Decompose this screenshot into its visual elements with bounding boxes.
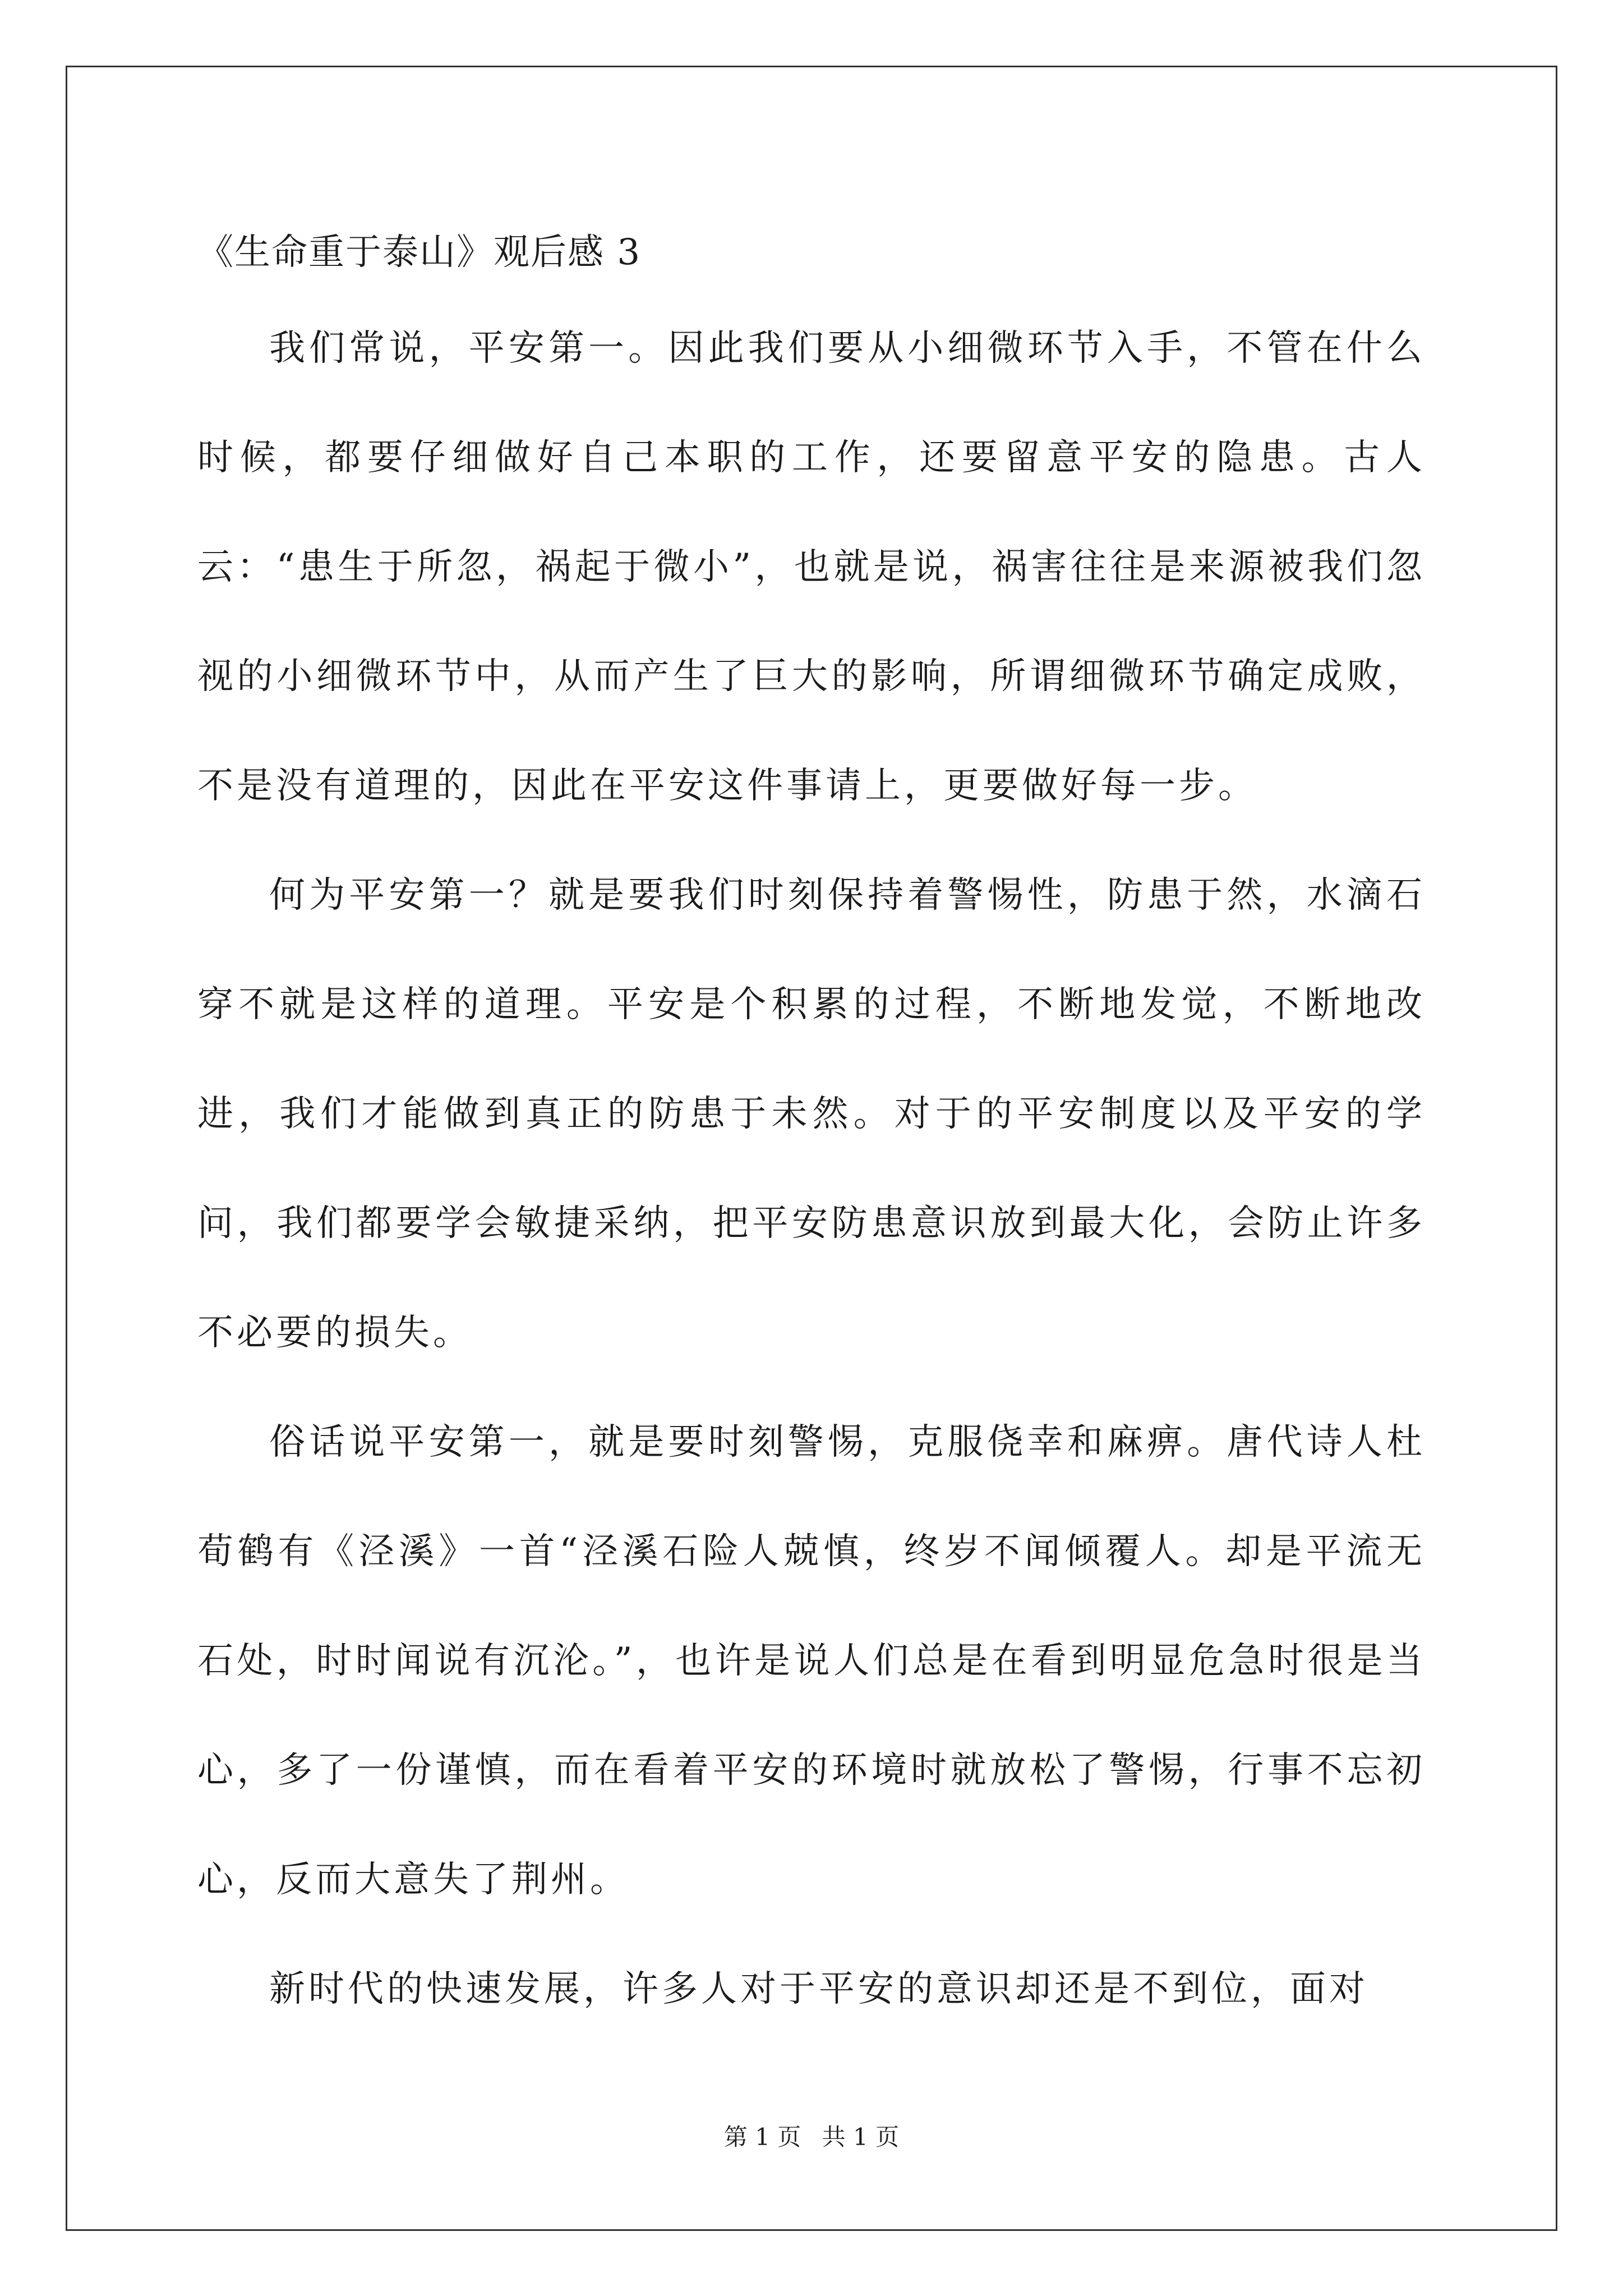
document-title: 《生命重于泰山》观后感 3 <box>197 232 642 273</box>
page-footer <box>0 2120 1623 2154</box>
page-total: 共 1 页 <box>822 2123 900 2151</box>
paragraph-1: 我们常说，平安第一。因此我们要从小细微环节入手，不管在什么时候，都要仔细做好自己本职的工作，还要留意平安的隐患。古人云：“患生于所忽，祸起于微小”，也就是说，祸害往往是来源被我们忽视的小细微环节中，从而产生了巨大的影响，所谓细微环节确定成败，不是没有道理的，因此在平安这件事请上，更要做好每一步。 <box>197 328 1426 807</box>
paragraph-3: 俗话说平安第一，就是要时刻警惕，克服侥幸和麻痹。唐代诗人杜荀鹤有《泾溪》一首“泾溪石险人兢慎，终岁不闻倾覆人。却是平流无石处，时时闻说有沉沦。”，也许是说人们总是在看到明显危急时很是当心，多了一份谨慎，而在看着平安的环境时就放松了警惕，行事不忘初心，反而大意失了荆州。 <box>197 1421 1426 1901</box>
page-number: 第 1 页 <box>723 2123 801 2151</box>
paragraph-2: 何为平安第一？就是要我们时刻保持着警惕性，防患于然，水滴石穿不就是这样的道理。平安是个积累的过程，不断地发觉，不断地改进，我们才能做到真正的防患于未然。对于的平安制度以及平安的学问，我们都要学会敏捷采纳，把平安防患意识放到最大化，会防止许多不必要的损失。 <box>197 875 1426 1354</box>
document-body <box>197 219 1426 2044</box>
paragraph-4: 新时代的快速发展，许多人对于平安的意识却还是不到位，面对 <box>269 1968 1368 2010</box>
